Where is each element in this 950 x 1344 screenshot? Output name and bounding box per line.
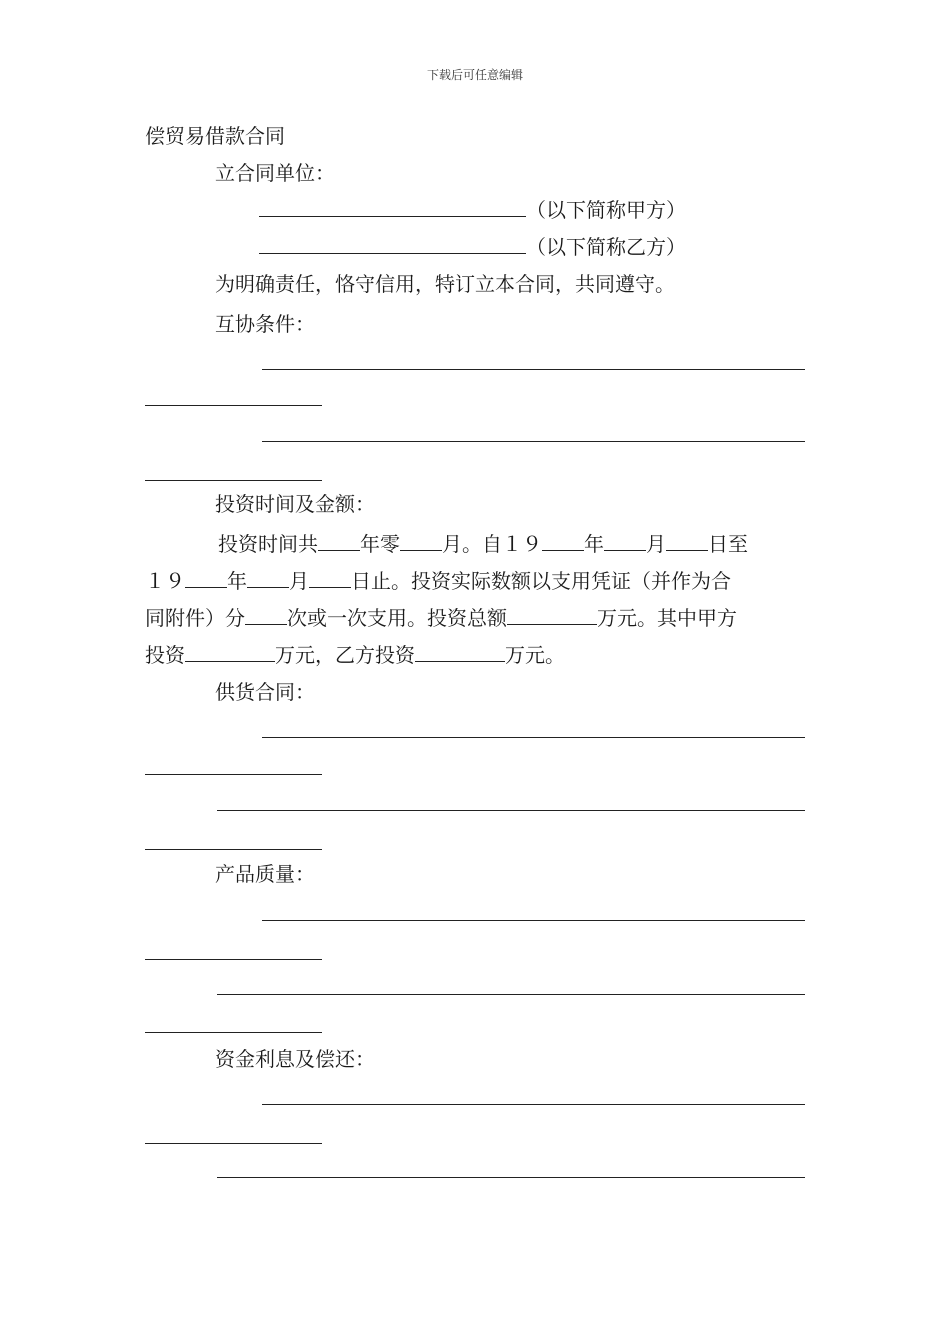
fill-line — [262, 1104, 805, 1105]
text-fragment: 同附件）分 — [145, 606, 245, 630]
fill-line — [217, 810, 805, 811]
party-a-blank — [259, 198, 526, 217]
section-heading-investment: 投资时间及金额： — [215, 492, 375, 516]
party-b-line — [259, 235, 686, 259]
text-fragment: 月 — [289, 569, 309, 593]
fill-line — [217, 994, 805, 995]
text-fragment: 日至 — [708, 532, 748, 556]
blank-party-b-amount — [415, 643, 505, 662]
text-fragment: １９ — [145, 569, 185, 593]
investment-line-4 — [145, 643, 565, 667]
fill-line — [262, 369, 805, 370]
blank-months — [400, 532, 442, 551]
text-fragment: 年 — [227, 569, 247, 593]
fill-line — [145, 1143, 322, 1144]
fill-line — [145, 1032, 322, 1033]
fill-line — [145, 959, 322, 960]
fill-line — [145, 405, 322, 406]
text-fragment: 月 — [646, 532, 666, 556]
blank-years — [318, 532, 360, 551]
investment-line-3 — [145, 606, 737, 630]
fill-line — [217, 1177, 805, 1178]
fill-line — [145, 774, 322, 775]
blank-start-day — [666, 532, 708, 551]
contract-parties-label: 立合同单位： — [215, 161, 335, 185]
fill-line — [262, 737, 805, 738]
section-heading-interest: 资金利息及偿还： — [215, 1047, 375, 1071]
document-title: 偿贸易借款合同 — [145, 124, 285, 148]
text-fragment: 投资时间共 — [218, 532, 318, 556]
party-a-suffix: （以下简称甲方） — [526, 198, 686, 222]
blank-installments — [245, 606, 287, 625]
blank-start-year — [542, 532, 584, 551]
section-heading-quality: 产品质量： — [215, 862, 315, 886]
blank-end-year — [185, 569, 227, 588]
party-a-line — [259, 198, 686, 222]
blank-total-amount — [507, 606, 597, 625]
header-note: 下载后可任意编辑 — [426, 68, 523, 82]
preamble-text: 为明确责任，恪守信用，特订立本合同，共同遵守。 — [215, 272, 675, 296]
party-b-suffix: （以下简称乙方） — [526, 235, 686, 259]
blank-end-day — [309, 569, 351, 588]
text-fragment: 日止。投资实际数额以支用凭证（并作为合 — [351, 569, 731, 593]
text-fragment: 万元，乙方投资 — [275, 643, 415, 667]
text-fragment: 万元。其中甲方 — [597, 606, 737, 630]
text-fragment: 月。自１９ — [442, 532, 542, 556]
text-fragment: 次或一次支用。投资总额 — [287, 606, 507, 630]
investment-line-2 — [145, 569, 731, 593]
blank-party-a-amount — [185, 643, 275, 662]
blank-start-month — [604, 532, 646, 551]
fill-line — [262, 920, 805, 921]
fill-line — [262, 441, 805, 442]
party-b-blank — [259, 235, 526, 254]
investment-line-1 — [218, 532, 748, 556]
text-fragment: 投资 — [145, 643, 185, 667]
text-fragment: 年零 — [360, 532, 400, 556]
blank-end-month — [247, 569, 289, 588]
text-fragment: 万元。 — [505, 643, 565, 667]
fill-line — [145, 480, 322, 481]
text-fragment: 年 — [584, 532, 604, 556]
section-heading-supply: 供货合同： — [215, 680, 315, 704]
fill-line — [145, 849, 322, 850]
section-heading-mutual-terms: 互协条件： — [215, 312, 315, 336]
